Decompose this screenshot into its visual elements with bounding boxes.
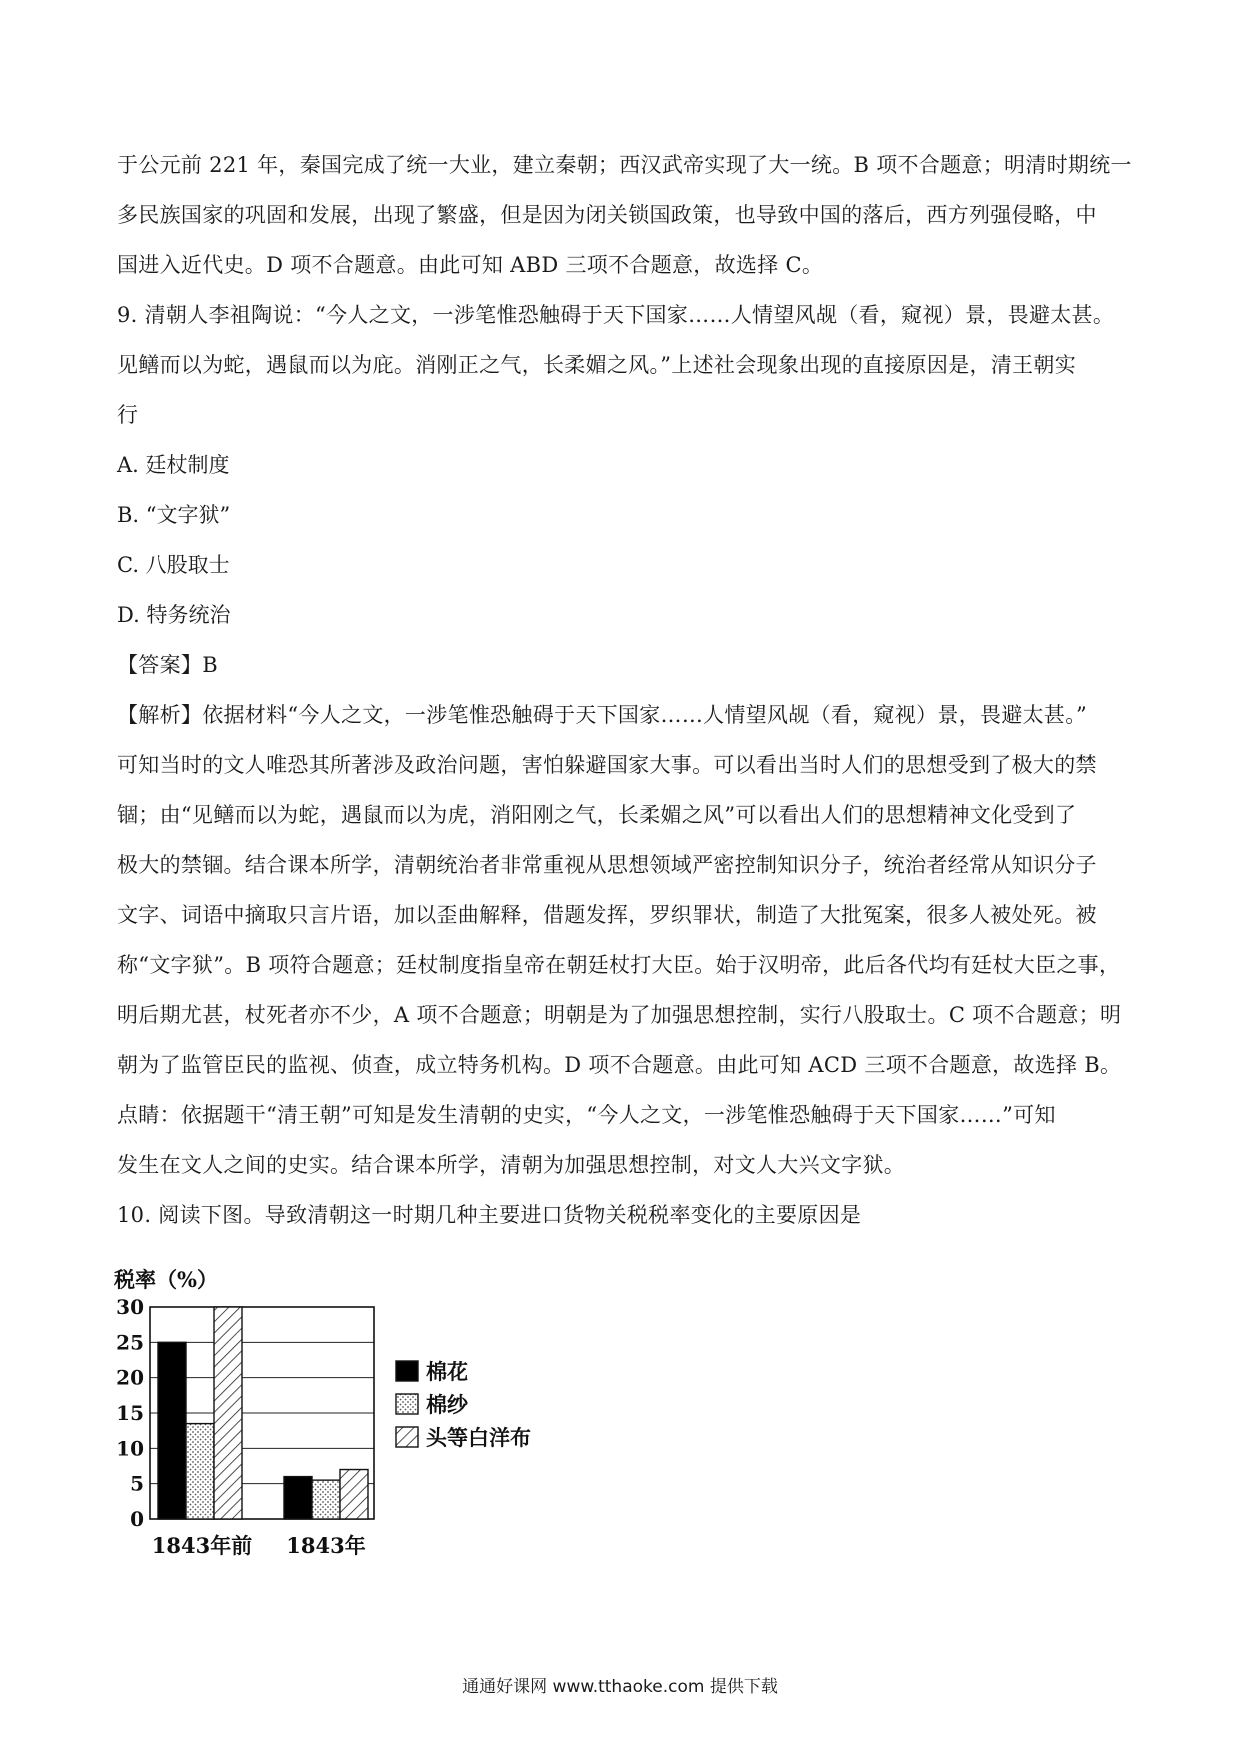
bar bbox=[284, 1477, 312, 1519]
tariff-chart bbox=[114, 1263, 614, 1573]
y-axis-title: 税率（%） bbox=[114, 1267, 218, 1292]
analysis-line: 明后期尤甚，杖死者亦不少，A 项不合题意；明朝是为了加强思想控制，实行八股取士。C 项不合题意；明 bbox=[117, 1003, 1122, 1027]
page-footer: 通通好课网 www.tthaoke.com 提供下载 bbox=[462, 1677, 778, 1697]
answer: 【答案】B bbox=[117, 653, 218, 677]
bar bbox=[158, 1342, 186, 1519]
legend-label: 棉纱 bbox=[426, 1392, 468, 1417]
y-tick-label: 15 bbox=[116, 1401, 144, 1425]
y-tick-labels bbox=[116, 1295, 144, 1531]
analysis-line: 极大的禁锢。结合课本所学，清朝统治者非常重视从思想领域严密控制知识分子，统治者经常从知识分子 bbox=[117, 853, 1097, 877]
question-10 bbox=[117, 1190, 1127, 1240]
previous-analysis bbox=[117, 140, 1132, 290]
bar bbox=[312, 1480, 340, 1519]
y-tick-label: 30 bbox=[116, 1295, 144, 1319]
legend-label: 棉花 bbox=[426, 1359, 468, 1384]
y-tick-label: 20 bbox=[116, 1365, 144, 1390]
analysis-line: 多民族国家的巩固和发展，出现了繁盛，但是因为闭关锁国政策，也导致中国的落后，西方列强侵略，中 bbox=[117, 203, 1097, 227]
analysis-line: 锢；由“见鳝而以为蛇，遇鼠而以为虎，消阳刚之气，长柔媚之风”可以看出人们的思想精神文化受到了 bbox=[117, 803, 1077, 827]
question-stem: 9. 清朝人李祖陶说：“今人之文，一涉笔惟恐触碍于天下国家……人情望风觇（看，窥视）景，畏避太甚。 bbox=[117, 303, 1115, 327]
analysis-line: 朝为了监管臣民的监视、侦查，成立特务机构。D 项不合题意。由此可知 ACD 三项不合题意，故选择 B。 bbox=[117, 1053, 1122, 1077]
analysis-line: 【解析】依据材料“今人之文，一涉笔惟恐触碍于天下国家……人情望风觇（看，窥视）景，畏避太甚。” bbox=[117, 703, 1088, 727]
analysis-line: 发生在文人之间的史实。结合课本所学，清朝为加强思想控制，对文人大兴文字狱。 bbox=[117, 1153, 906, 1177]
analysis-line: 国进入近代史。D 项不合题意。由此可知 ABD 三项不合题意，故选择 C。 bbox=[117, 253, 824, 277]
y-tick-label: 10 bbox=[116, 1436, 144, 1461]
question-stem: 10. 阅读下图。导致清朝这一时期几种主要进口货物关税税率变化的主要原因是 bbox=[117, 1203, 862, 1227]
question-stem: 见鳝而以为蛇，遇鼠而以为庇。消刚正之气，长柔媚之风。”上述社会现象出现的直接原因是，清王朝实 bbox=[117, 353, 1077, 377]
analysis-line: 点睛：依据题干“清王朝”可知是发生清朝的史实，“今人之文，一涉笔惟恐触碍于天下国家……”可知 bbox=[117, 1103, 1056, 1127]
chart-legend bbox=[396, 1359, 531, 1450]
x-tick-label: 1843年前 bbox=[151, 1533, 253, 1558]
legend-swatch bbox=[396, 1394, 418, 1414]
option-b: B. “文字狱” bbox=[117, 503, 231, 527]
bar bbox=[186, 1424, 214, 1519]
legend-swatch bbox=[396, 1361, 418, 1381]
y-tick-label: 0 bbox=[130, 1507, 144, 1531]
analysis-line: 文字、词语中摘取只言片语，加以歪曲解释，借题发挥，罗织罪状，制造了大批冤案，很多人被处死。被 bbox=[117, 903, 1097, 927]
option-c: C. 八股取士 bbox=[117, 553, 230, 577]
legend-label: 头等白洋布 bbox=[426, 1425, 531, 1450]
x-tick-label: 1843年 bbox=[286, 1533, 366, 1558]
option-a: A. 廷杖制度 bbox=[117, 453, 230, 477]
y-tick-label: 5 bbox=[130, 1471, 144, 1496]
x-tick-labels bbox=[152, 1533, 366, 1558]
analysis-line: 可知当时的文人唯恐其所著涉及政治问题，害怕躲避国家大事。可以看出当时人们的思想受到了极大的禁 bbox=[117, 753, 1097, 777]
chart-svg bbox=[114, 1263, 614, 1573]
legend-swatch bbox=[396, 1427, 418, 1447]
analysis-line: 于公元前 221 年，秦国完成了统一大业，建立秦朝；西汉武帝实现了大一统。B 项不合题意；明清时期统一 bbox=[117, 153, 1132, 177]
question-stem: 行 bbox=[117, 403, 139, 427]
bar bbox=[214, 1307, 242, 1519]
analysis-line: 称“文字狱”。B 项符合题意；廷杖制度指皇帝在朝廷杖打大臣。始于汉明帝，此后各代均有廷杖大臣之事， bbox=[117, 953, 1121, 977]
question-9 bbox=[117, 290, 1127, 1190]
bar bbox=[340, 1470, 368, 1519]
y-tick-label: 25 bbox=[116, 1330, 144, 1355]
option-d: D. 特务统治 bbox=[117, 603, 231, 627]
document-body bbox=[117, 140, 1132, 1240]
